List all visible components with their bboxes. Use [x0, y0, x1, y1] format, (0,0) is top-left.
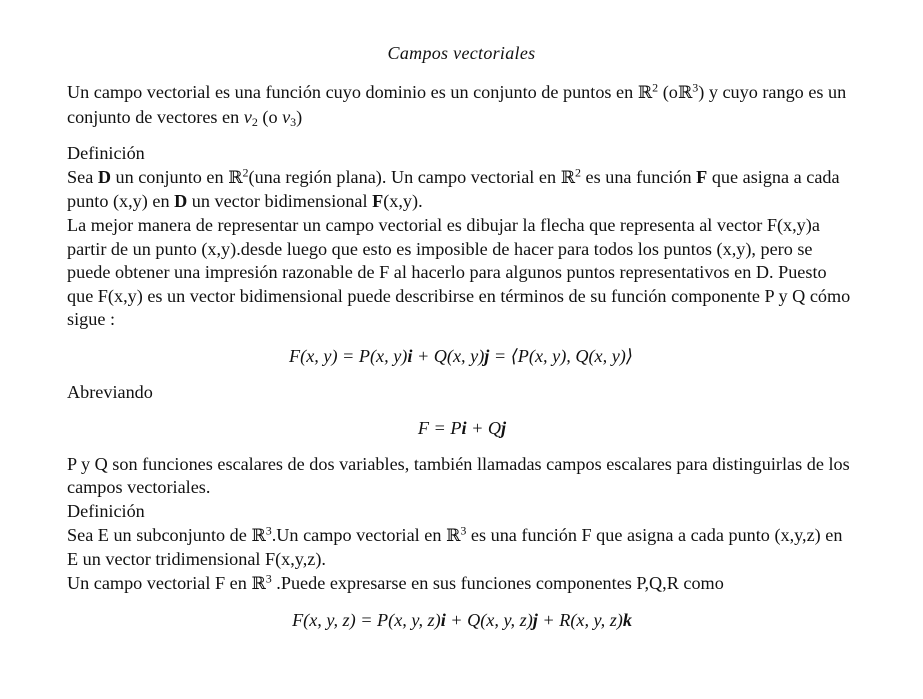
def2-text: .Puede expresarse en sus funciones componentes P,Q,R como: [271, 572, 724, 593]
scalar-fields-paragraph: P y Q son funciones escalares de dos variables, también llamadas campos escalares para distinguirlas de los campos vectoriales.: [67, 453, 850, 498]
eq-part: + Q(x, y): [412, 345, 485, 366]
eq-part: F(x, y, z) = P(x, y, z): [292, 610, 441, 631]
bold-symbol: D: [174, 191, 188, 212]
def1-text: Sea: [67, 166, 98, 187]
superscript: 2: [242, 165, 249, 180]
vector-space-symbol: v: [282, 106, 291, 127]
unit-vector-j: j: [532, 610, 538, 631]
unit-vector-j: j: [501, 418, 507, 439]
unit-vector-i: i: [440, 610, 446, 631]
unit-vector-i: i: [407, 345, 413, 366]
def1-text: un vector bidimensional: [187, 191, 373, 212]
abbreviation-label: Abreviando: [67, 381, 153, 402]
real-set-symbol: ℝ: [560, 167, 575, 188]
superscript: 2: [652, 80, 659, 95]
eq-part: F(x, y) = P(x, y): [289, 345, 408, 366]
components-paragraph: [67, 572, 857, 597]
def1-text: (una región plana). Un campo vectorial en: [248, 166, 561, 187]
document-body: [67, 81, 857, 645]
eq-part: + R(x, y, z): [537, 610, 623, 631]
superscript: 3: [460, 522, 467, 537]
superscript: 3: [265, 522, 272, 537]
intro-text-1: Un campo vectorial es una función cuyo dominio es un conjunto de puntos en: [67, 82, 638, 102]
unit-vector-j: j: [484, 345, 490, 366]
intro-text-3: ) y cuyo rango es un conjunto de vectores en: [67, 82, 847, 127]
superscript: 2: [575, 165, 581, 180]
real-set-symbol: ℝ: [637, 83, 653, 103]
document-title: Campos vectoriales: [387, 43, 536, 63]
def1-text: que asigna a cada punto (x,y) en: [67, 166, 840, 212]
vector-space-symbol: v: [243, 106, 252, 127]
real-set-symbol: ℝ: [228, 167, 243, 188]
definition-1-text: [67, 166, 857, 214]
superscript: 3: [692, 80, 699, 95]
eq-part: F = P: [417, 418, 462, 439]
definition-heading-1: Definición: [67, 143, 145, 164]
real-set-symbol: ℝ: [677, 83, 693, 103]
unit-vector-k: k: [622, 610, 632, 631]
equation-vector-field-3d: [67, 609, 857, 633]
def1-text: un conjunto en: [110, 166, 229, 187]
intro-text-5: ): [296, 106, 303, 127]
equation-short-form: [67, 417, 857, 441]
intro-text-4: (o: [257, 106, 283, 127]
superscript: 3: [265, 571, 272, 586]
intro-paragraph: [67, 81, 857, 129]
bold-symbol: F: [696, 166, 708, 187]
definition-2-text: [67, 524, 857, 572]
def2-text: Sea E un subconjunto de: [67, 524, 252, 545]
eq-part: = ⟨P(x, y), Q(x, y)⟩: [489, 345, 633, 366]
def2-text: .Un campo vectorial en: [271, 524, 446, 545]
unit-vector-i: i: [461, 418, 467, 439]
eq-part: + Q(x, y, z): [445, 610, 533, 631]
def1-text: (x,y).: [383, 191, 423, 212]
subscript: 3: [290, 114, 297, 129]
eq-part: + Q: [466, 418, 502, 439]
subscript: 2: [251, 114, 258, 129]
real-set-symbol: ℝ: [251, 525, 266, 546]
bold-symbol: D: [97, 166, 111, 187]
intro-text-2: (o: [658, 82, 678, 102]
equation-vector-field-2d: [67, 345, 857, 369]
definition-heading-2: Definición: [67, 500, 145, 521]
def1-text: es una función: [581, 166, 697, 187]
real-set-symbol: ℝ: [251, 573, 266, 594]
def2-text: Un campo vectorial F en: [67, 572, 252, 593]
real-set-symbol: ℝ: [445, 525, 461, 546]
def2-text: es una función F que asigna a cada punto (x,y,z) en E un vector tridimensional F(x,y,z).: [67, 524, 843, 570]
representation-paragraph: La mejor manera de representar un campo vectorial es dibujar la flecha que representa al vector F(x,y)a partir de un punto (x,y).desde luego que esto es imposible de hacer para todos los puntos (x,y), pero se puede obtener una impresión razonable de F al hacerlo para algunos puntos representativos en D. Puesto que F(x,y) es un vector bidimensional puede describirse en términos de su función componente P y Q cómo sigue :: [67, 214, 851, 330]
bold-symbol: F: [372, 191, 384, 212]
